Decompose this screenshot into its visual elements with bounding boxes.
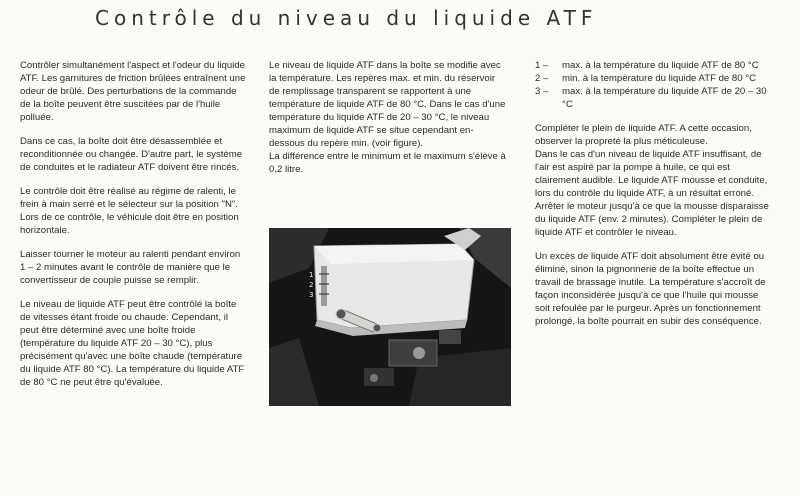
paragraph: Contrôler simultanément l'aspect et l'odeur du liquide ATF. Les garnitures de friction brûlées entraînent une odeur de brûlé. Des perturbations de la commande de la boîte peuvent être suscitées par de l'huile polluée.: [20, 60, 246, 123]
reservoir-illustration: [269, 228, 511, 406]
legend-text: min. à la température du liquide ATF de 80 °C: [562, 73, 757, 84]
atf-reservoir-photo: [269, 228, 511, 406]
column-2: [269, 59, 507, 176]
legend-number: 1 –: [535, 60, 549, 71]
paragraph: Le niveau de liquide ATF peut être contrôlé la boîte de vitesses étant froide ou chaude. Cependant, il peut être déterminé avec une boîte froide (température du liquide ATF 20 – 30 °C), plus précisément qu'avec une boîte chaude (température du liquide ATF 80 °C). La température du liquide ATF de 80 °C ne peut être qu'évaluée.: [20, 299, 245, 388]
paragraph: Dans le cas d'un niveau de liquide ATF insuffisant, de l'air est aspiré par la pompe à huile, ce qui est clairement audible. Le liquide ATF mousse et conduite, lors du contrôle du liquide ATF, à un résultat erroné. Arrêter le moteur jusqu'à ce que la mousse disparaisse du liquide ATF (env. 2 minutes). Compléter le plein de liquide ATF et contrôler le niveau.: [535, 149, 769, 238]
legend-text: max. à la température du liquide ATF de 20 – 30 °C: [562, 86, 767, 110]
paragraph: Le niveau de liquide ATF dans la boîte se modifie avec la température. Les repères max. et min. du réservoir de remplissage transparent se rapportent à une température de liquide ATF de 80 °C. Dans le cas d'une température du liquide ATF de 20 – 30 °C, le niveau maximum de liquide ATF se situe cependant en-dessous du repère min. (voir figure).: [269, 60, 506, 149]
legend-number: 2 –: [535, 73, 549, 84]
paragraph: La différence entre le minimum et le maximum s'élève à 0,2 litre.: [269, 151, 506, 175]
paragraph: Dans ce cas, la boîte doit être désassemblée et reconditionnée ou changée. D'autre part, le système de conduites et le radiateur ATF doivent être rincés.: [20, 136, 243, 173]
paragraph: Compléter le plein de liquide ATF. A cette occasion, observer la propreté la plus méticuleuse.: [535, 123, 752, 147]
paragraph: Un excès de liquide ATF doit absolument être évité ou éliminé, sinon la pignonnerie de la boîte effectue un travail de brassage inutile. La température s'accroît de façon inconsidérée jusqu'à ce que l'huile qui mousse soit refoulée par le purgeur. Après un fonctionnement prolongé, la boîte pourrait en subir des conséquence.: [535, 251, 766, 327]
legend-number: 3 –: [535, 86, 549, 97]
legend-item: [535, 59, 771, 72]
page-title: Contrôle du niveau du liquide ATF: [95, 6, 598, 30]
paragraph: Le contrôle doit être réalisé au régime de ralenti, le frein à main serré et le sélecteur sur la position "N". Lors de ce contrôle, le véhicule doit être en position horizontale.: [20, 186, 239, 236]
mark-label-1: 1: [309, 271, 314, 279]
legend-item: [535, 85, 771, 111]
legend-list: [535, 59, 771, 111]
column-1: [20, 59, 246, 400]
mark-label-2: 2: [309, 281, 314, 289]
column-3: [535, 59, 771, 339]
legend-text: max. à la température du liquide ATF de 80 °C: [562, 60, 759, 71]
legend-item: [535, 72, 771, 85]
paragraph: Laisser tourner le moteur au ralenti pendant environ 1 – 2 minutes avant le contrôle de manière que le convertisseur de couple puisse se remplir.: [20, 249, 241, 286]
mark-label-3: 3: [309, 291, 314, 299]
